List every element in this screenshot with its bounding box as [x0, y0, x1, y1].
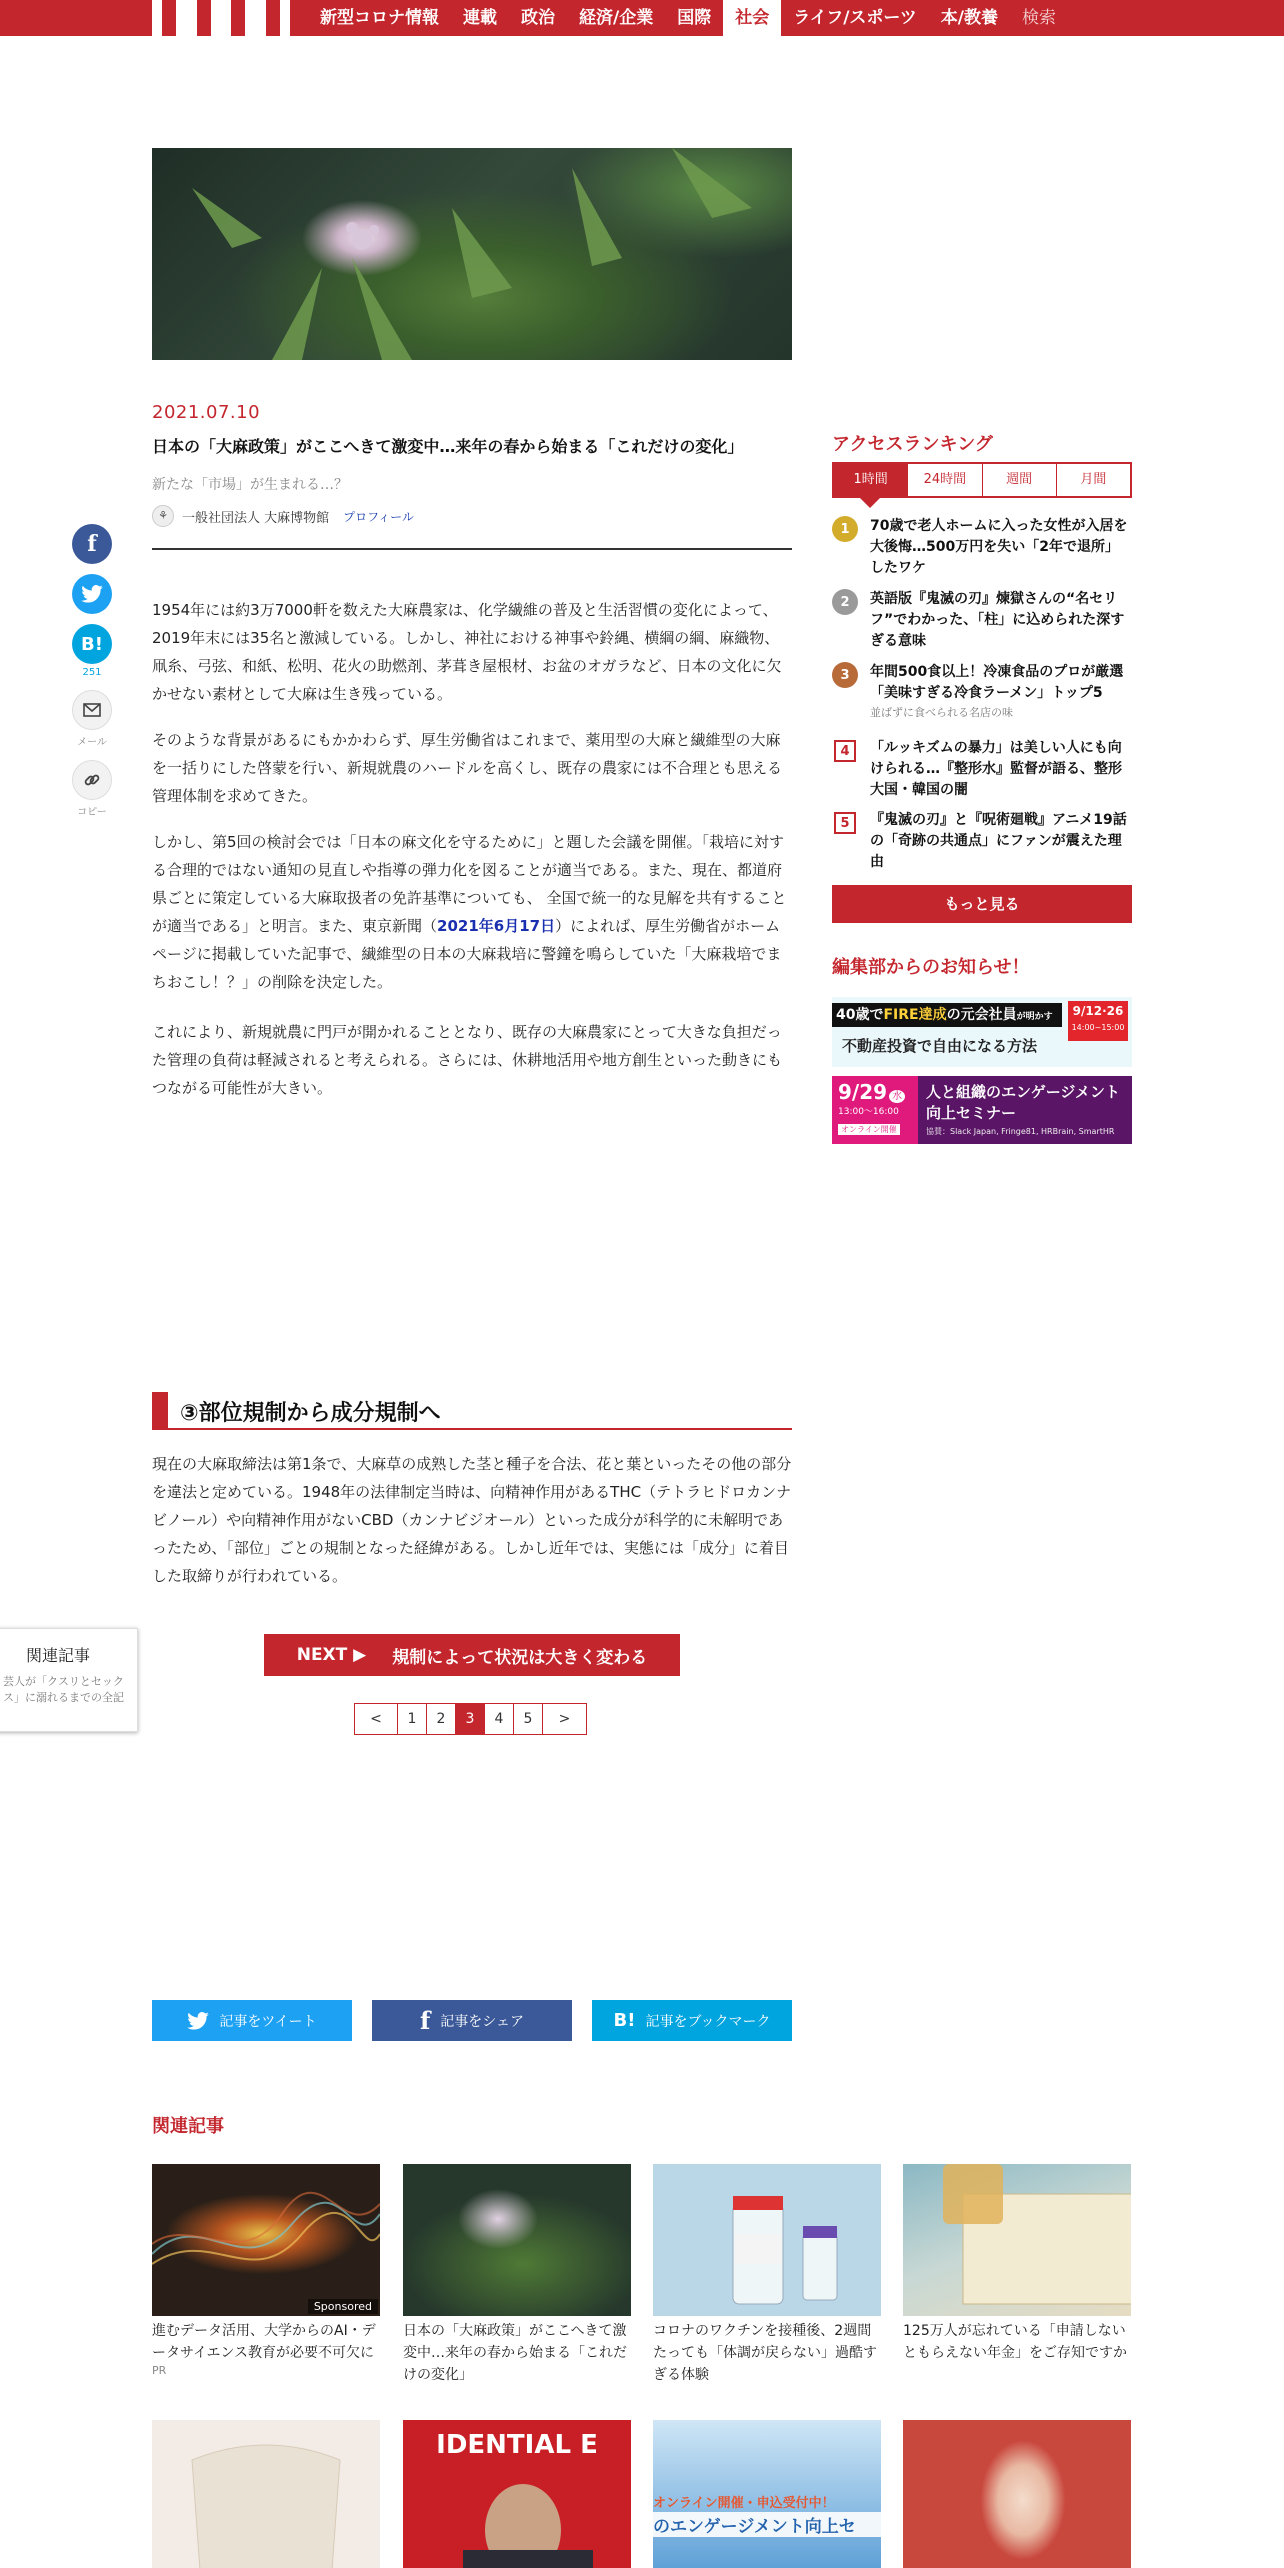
author-name[interactable]: 一般社団法人 大麻博物館	[182, 510, 330, 526]
ranking-title: 「ルッキズムの暴力」は美しい人にも向けられる…『整形水』監督が語る、整形大国・韓国の闇	[870, 740, 1122, 798]
author-avatar: ⚘	[152, 505, 174, 527]
banner1-date-box	[1068, 1001, 1128, 1041]
tab-1hour[interactable]: 1時間	[834, 464, 908, 496]
pr-label: PR	[152, 2364, 167, 2377]
hero-image	[152, 148, 792, 360]
nav-item-books[interactable]: 本/教養	[940, 8, 998, 28]
ranking-heading: アクセスランキング	[832, 434, 993, 455]
nav-item-society[interactable]: 社会	[723, 0, 781, 36]
active-tab-caret	[860, 498, 880, 508]
ranking-title: 『鬼滅の刃』と『呪術廻戦』アニメ19話の「奇跡の共通点」にファンが震えた理由	[870, 812, 1127, 870]
next-label: NEXT ▶	[296, 1645, 367, 1665]
paragraph-1: 1954年には約3万7000軒を数えた大麻農家は、化学繊維の普及と生活習慣の変化によって、2019年末には35名と激減している。しかし、神社における神事や鈴縄、横綱の綱、麻織物、凧糸、弓弦、和紙、松明、花火の助燃剤、茅葺き屋根材、お盆のオガラなど、日本の文化に欠かせない素材として大麻は生き残っている。	[152, 601, 782, 703]
section-heading-block	[152, 1392, 792, 1430]
facebook-share-icon[interactable]: f	[72, 524, 112, 564]
banner2-title-1: 人と組織のエンゲージメント	[926, 1083, 1120, 1101]
engagement-seminar-banner[interactable]	[832, 1076, 1132, 1144]
hatena-bookmark-button[interactable]	[592, 2000, 792, 2041]
paragraph-2: そのような背景があるにもかかわらず、厚生労働省はこれまで、薬用型の大麻と繊維型の大麻を一括りにした啓蒙を行い、新規就農のハードルを高くし、既存の農家には不合理とも思える管理体制を求めてきた。	[152, 731, 783, 805]
tab-monthly[interactable]: 月間	[1080, 472, 1107, 487]
ranking-item[interactable]	[832, 738, 1132, 801]
related-card[interactable]	[403, 2420, 631, 2568]
next-page-button[interactable]	[264, 1634, 680, 1676]
related-card-title: 進むデータ活用、大学からのAI・データサイエンス教育が必要不可欠に	[152, 2323, 376, 2361]
ranking-title: 英語版『鬼滅の刃』煉獄さんの“名セリフ”でわかった、「柱」に込められた深すぎる意味	[870, 591, 1125, 649]
hatena-count: 251	[82, 667, 102, 678]
ranking-text	[870, 662, 1132, 722]
banner2-title-2: 向上セミナー	[926, 1104, 1017, 1122]
paragraph-4: これにより、新規就農に門戸が開かれることとなり、既存の大麻農家にとって大きな負担だった管理の負荷は軽減されると考えられる。さらには、休耕地活用や地方創生といった動きにもつながる可能性が大きい。	[152, 1023, 783, 1097]
paragraph-3-text-a: しかし、第5回の検討会では「日本の麻文化を守るために」と題した会議を開催。「栽培に対する合理的ではない通知の見直しや指導の弾力化を図ることが適当である。また、現在、都道府県ごとに策定している大麻取扱者の免許基準についても、 全国で統一的な見解を共有することが適当である」と明言。また、東京新聞（	[152, 833, 787, 935]
pension-money-thumbnail	[903, 2164, 1131, 2316]
related-card-title: 日本の「大麻政策」がここへきて激変中…来年の春から始まる「これだけの変化」	[403, 2323, 627, 2383]
rank-number: 3	[832, 662, 858, 688]
rank-number: 5	[834, 812, 856, 834]
ranking-subtitle: 並ばずに食べられる名店の味	[870, 706, 1013, 719]
data-wave-thumbnail	[152, 2164, 380, 2316]
tab-24hours[interactable]: 24時間	[908, 464, 982, 496]
share-rail	[72, 524, 112, 818]
related-card[interactable]	[152, 2164, 380, 2377]
nav-item-international[interactable]: 国際	[677, 8, 712, 28]
fire-seminar-banner[interactable]	[832, 997, 1132, 1067]
sponsored-badge: Sponsored	[308, 2299, 378, 2314]
twitter-share-icon[interactable]	[72, 574, 112, 614]
rank-number: 1	[832, 516, 858, 542]
banner1-text-a: 40歳で	[836, 1007, 884, 1023]
ranking-tabs	[832, 462, 1132, 498]
next-title: 規制によって状況は大きく変わる	[392, 1647, 648, 1668]
cannabis-leaf-illustration	[152, 148, 792, 360]
pager-page-2[interactable]: 2	[427, 1704, 456, 1734]
twitter-icon	[187, 2012, 209, 2030]
hatena-icon: B!	[613, 2010, 636, 2031]
tab-weekly[interactable]: 週間	[983, 464, 1057, 496]
pager-next[interactable]: >	[558, 1711, 571, 1727]
hatena-bookmark-icon[interactable]: B!	[72, 624, 112, 664]
related-card[interactable]	[653, 2420, 881, 2568]
cannabis-thumbnail	[403, 2164, 631, 2316]
related-panel-title: 関連記事	[25, 1646, 90, 1665]
ranking-title: 70歳で老人ホームに入った女性が入居を大後悔…500万円を失い「2年で退所」したワケ	[870, 518, 1128, 576]
copy-link-icon[interactable]	[72, 760, 112, 800]
banner2-online: オンライン開催	[838, 1124, 900, 1135]
pager-prev[interactable]: <	[355, 1704, 398, 1734]
banner2-time: 13:00〜16:00	[838, 1107, 899, 1117]
share-facebook-button[interactable]	[372, 2000, 572, 2041]
seminar-line-2: のエンゲージメント向上セ	[653, 2512, 881, 2537]
tweet-label: 記事をツイート	[219, 2013, 317, 2030]
article-subtitle: 新たな「市場」が生まれる…？	[152, 477, 348, 493]
nav-item-politics[interactable]: 政治	[521, 8, 555, 28]
top-nav	[0, 0, 1284, 36]
nav-item-corona[interactable]: 新型コロナ情報	[320, 8, 439, 28]
banner2-date-row	[838, 1080, 918, 1104]
pager-page-1[interactable]: 1	[398, 1704, 427, 1734]
banner1-date: 9/12·26	[1072, 1004, 1124, 1018]
related-card-title: コロナのワクチンを接種後、2週間たっても「体調が戻らない」過酷すぎる体験	[653, 2323, 877, 2383]
pagination	[354, 1703, 587, 1735]
rank-number: 4	[834, 740, 856, 762]
pager-page-4[interactable]: 4	[485, 1704, 514, 1734]
banner2-day: 水	[889, 1090, 905, 1103]
mail-label: メール	[77, 737, 107, 748]
pager-page-3[interactable]: 3	[456, 1704, 485, 1734]
ranking-item[interactable]	[832, 516, 1132, 579]
paragraph-3-text-b: ）によれば、厚生労働省がホームページに掲載していた記事で、繊維型の日本の大麻栽培に警鐘を鳴らしていた「大麻栽培でまちおこし！？」の削除を決定した。	[152, 917, 782, 991]
related-card[interactable]	[152, 2420, 380, 2568]
politician-thumbnail	[403, 2420, 631, 2568]
nav-item-life-sports[interactable]: ライフ/スポーツ	[793, 8, 917, 28]
ranking-title: 年間500食以上！冷凍食品のプロが厳選「美味すぎる冷食ラーメン」トップ5	[870, 664, 1124, 701]
tweet-article-button[interactable]	[152, 2000, 352, 2041]
mail-icon[interactable]	[72, 690, 112, 730]
nav-items	[308, 0, 1068, 36]
copy-label: コピー	[77, 807, 107, 818]
pager-page-5[interactable]: 5	[514, 1704, 543, 1734]
ranking-item[interactable]	[832, 810, 1132, 873]
related-card-title: 125万人が忘れている「申請しないともらえない年金」をご存知ですか	[903, 2323, 1127, 2361]
section-heading: ③部位規制から成分規制へ	[180, 1401, 441, 1426]
ranking-item[interactable]	[832, 589, 1132, 652]
author-line	[152, 505, 414, 527]
related-card[interactable]	[653, 2164, 881, 2386]
illustration-thumbnail	[903, 2420, 1131, 2568]
related-card[interactable]	[403, 2164, 631, 2386]
related-heading: 関連記事	[152, 2116, 224, 2137]
header-divider	[152, 548, 792, 550]
banner1-time: 14:00~15:00	[1071, 1023, 1125, 1032]
paragraph-5: 現在の大麻取締法は第1条で、大麻草の成熟した茎と種子を合法、花と葉といったその他の部分を違法と定めている。1948年の法律制定当時は、向精神作用があるTHC（テトラヒドロカンナビノール）や向精神作用がないCBD（カンナビジオール）といった成分が科学的に未解明であったため、「部位」ごとの規制となった経緯がある。しかし近年では、実態には「成分」に着目した取締りが行われている。	[152, 1455, 792, 1585]
profile-link[interactable]: プロフィール	[343, 509, 414, 524]
banner-text: IDENTIAL E	[436, 2430, 598, 2460]
banner2-date: 9/29	[838, 1080, 888, 1104]
more-ranking-button[interactable]: もっと見る	[832, 885, 1132, 923]
tokyo-shimbun-date-link[interactable]: 2021年6月17日	[437, 917, 556, 935]
mask-thumbnail	[152, 2420, 380, 2568]
section-marker	[152, 1392, 168, 1428]
vaccine-vial-thumbnail	[653, 2164, 881, 2316]
nav-item-serial[interactable]: 連載	[463, 8, 497, 28]
notice-heading: 編集部からのお知らせ！	[832, 957, 1030, 978]
facebook-label: 記事をシェア	[440, 2013, 525, 2030]
related-panel-snippet: 芸人が「クスリとセックス」に溺れるまでの全記	[3, 1675, 124, 1704]
facebook-icon: f	[419, 2006, 431, 2035]
seminar-line-1: オンライン開催・申込受付中！	[653, 2496, 835, 2511]
seminar-thumbnail	[653, 2420, 881, 2568]
related-card[interactable]	[903, 2164, 1131, 2364]
banner1-headline: 不動産投資で自由になる方法	[842, 1037, 1038, 1055]
banner1-top-strip	[832, 1003, 1062, 1027]
related-article-panel[interactable]	[0, 1628, 138, 1732]
banner1-text-b: FIRE達成	[883, 1007, 947, 1023]
banner2-sponsors: 協賛：Slack Japan, Fringe81, HRBrain, SmartHR	[926, 1127, 1115, 1136]
nav-search-link[interactable]: 検索	[1021, 8, 1056, 28]
rank-number: 2	[832, 589, 858, 615]
related-card[interactable]	[903, 2420, 1131, 2568]
banner1-text-c: の元会社員	[946, 1007, 1017, 1023]
article-title: 日本の「大麻政策」がここへきて激変中…来年の春から始まる「これだけの変化」	[152, 437, 744, 456]
banner2-date-block	[832, 1076, 918, 1144]
ranking-item[interactable]	[832, 662, 1132, 722]
hatena-label: 記事をブックマーク	[645, 2013, 771, 2030]
site-logo[interactable]	[152, 0, 290, 36]
banner1-text-d: が明かす	[1016, 1012, 1053, 1022]
nav-item-economy[interactable]: 経済/企業	[579, 8, 654, 28]
article-date: 2021.07.10	[152, 402, 261, 423]
paragraph-3	[152, 828, 792, 996]
